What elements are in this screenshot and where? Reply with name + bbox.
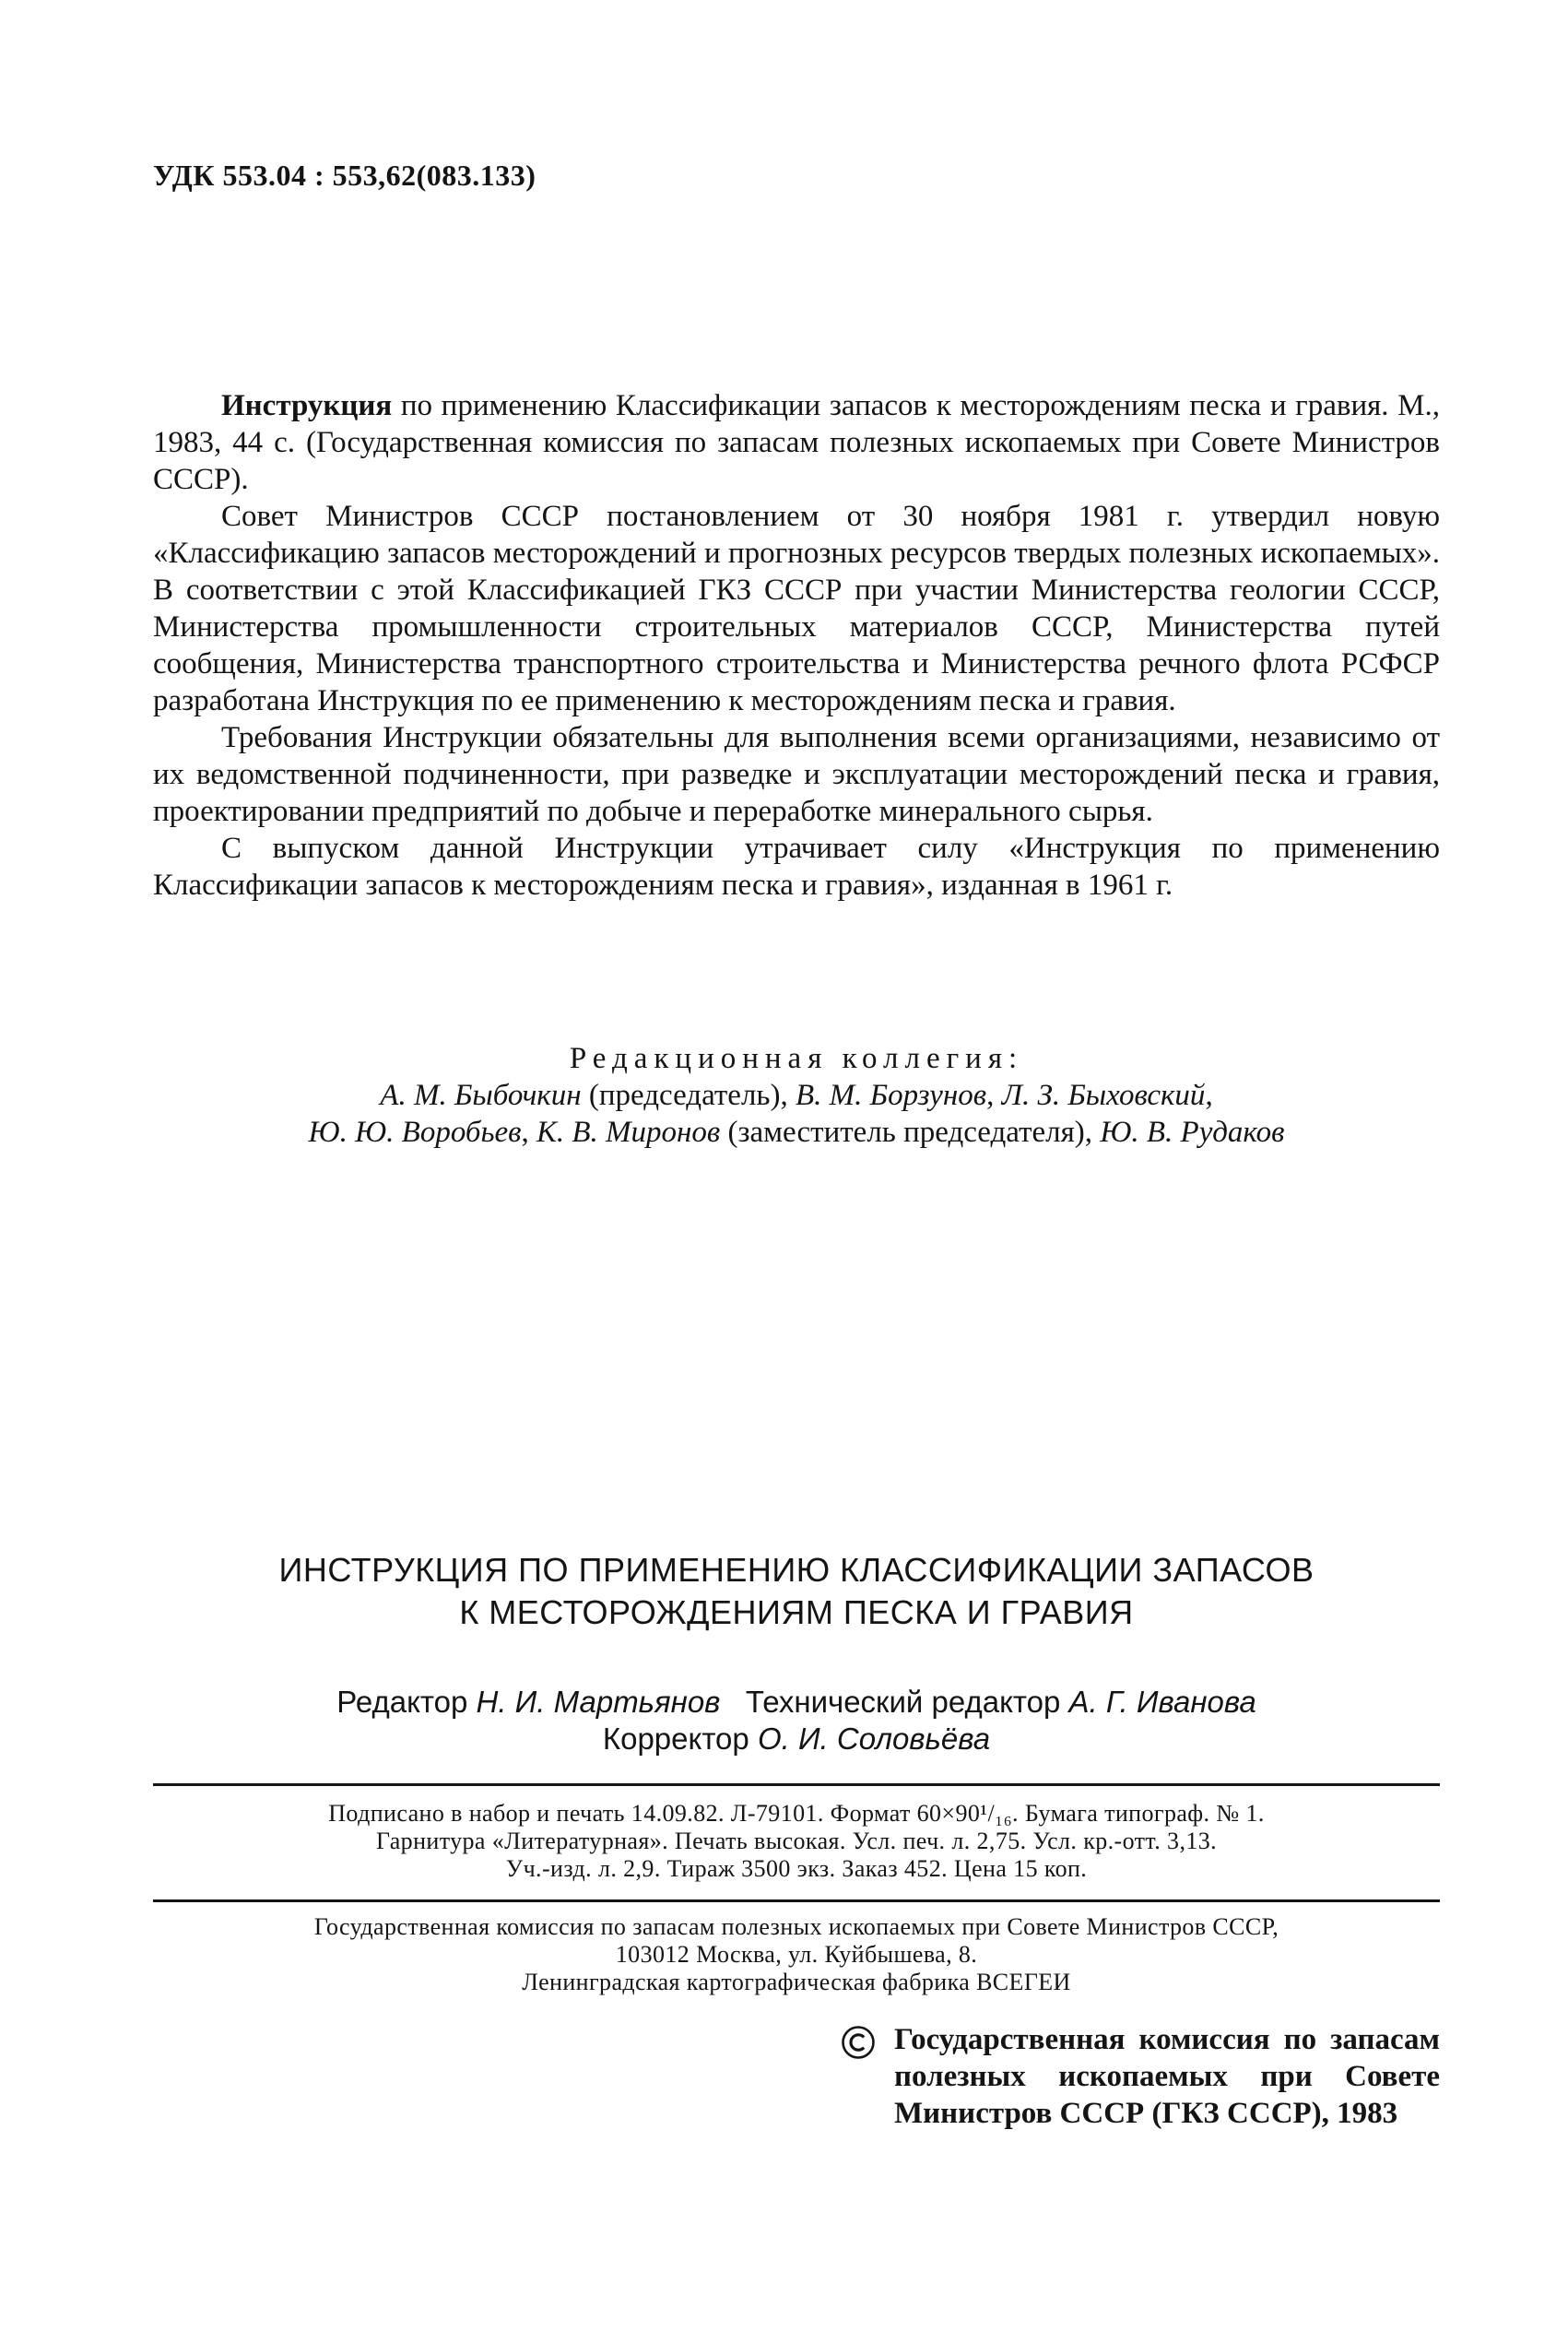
board-member-name: Ю. Ю. Воробьев bbox=[308, 1116, 522, 1149]
board-member-name: В. М. Борзунов bbox=[795, 1079, 987, 1112]
board-member-name: Л. З. Быховский bbox=[1001, 1079, 1206, 1112]
document-title bbox=[153, 1549, 1440, 1634]
publisher-info bbox=[153, 1913, 1440, 1996]
publisher-line-1: Государственная комиссия по запасам полезных ископаемых при Совете Министров СССР, bbox=[313, 1913, 1279, 1940]
document-title-line-2: К МЕСТОРОЖДЕНИЯМ ПЕСКА И ГРАВИЯ bbox=[459, 1593, 1134, 1631]
publisher-line-2: 103012 Москва, ул. Куйбышева, 8. bbox=[615, 1941, 978, 1968]
document-title-line-1: ИНСТРУКЦИЯ ПО ПРИМЕНЕНИЮ КЛАССИФИКАЦИИ ЗАПАСОВ bbox=[278, 1551, 1315, 1589]
editor-name: Н. И. Мартьянов bbox=[476, 1685, 721, 1719]
board-member-name: К. В. Миронов bbox=[536, 1116, 721, 1149]
editor-label: Редактор bbox=[336, 1685, 477, 1719]
divider-top bbox=[153, 1783, 1440, 1786]
abstract-paragraph-1 bbox=[153, 387, 1440, 498]
copyright-text: Государственная комиссия по запасам полезных ископаемых при Совете Министров СССР (ГКЗ СССР), 1983 bbox=[894, 2023, 1440, 2130]
corrector-name: О. И. Соловьёва bbox=[757, 1722, 991, 1756]
corrector-label: Корректор bbox=[602, 1722, 758, 1756]
board-member-role: (заместитель председателя), bbox=[720, 1116, 1101, 1149]
abstract-paragraph-3: Требования Инструкции обязательны для выполнения всеми организациями, независимо от их ведомственной подчиненности, при разведке и эксплуатации месторождений песка и гравия, проектировании предприятий по добыче и переработке минерального сырья. bbox=[153, 721, 1440, 828]
editorial-board bbox=[153, 1040, 1440, 1151]
abstract-paragraph-2: Совет Министров СССР постановлением от 30 ноября 1981 г. утвердил новую «Классификацию запасов месторождений и прогнозных ресурсов твердых полезных ископаемых». В соответствии с этой Классификацией ГКЗ СССР при участии Министерства геологии СССР, Министерства промышленности строительных материалов СССР, Министерства путей сообщения, Министерства транспортного строительства и Министерства речного флота РСФСР разработана Инструкция по ее применению к месторождениям песка и гравия. bbox=[153, 500, 1440, 717]
tech-editor-label: Технический редактор bbox=[720, 1685, 1069, 1719]
abstract-title: Инструкция bbox=[221, 389, 393, 422]
copyright-icon bbox=[841, 2025, 876, 2060]
editors-line-2 bbox=[153, 1721, 1440, 1757]
abstract-p1-text: по применению Классификации запасов к месторождениям песка и гравия. М., 1983, 44 с. (Государственная комиссия по запасам полезных ископаемых при Совете Министров СССР). bbox=[153, 389, 1440, 496]
divider-bottom bbox=[153, 1899, 1440, 1902]
imprint-line-3: Уч.-изд. л. 2,9. Тираж 3500 экз. Заказ 452. Цена 15 коп. bbox=[505, 1855, 1088, 1882]
imprint-line-1: Подписано в набор и печать 14.09.82. Л-79101. Формат 60×90¹/₁₆. Бумага типограф. № 1. bbox=[328, 1800, 1265, 1827]
board-separator: , bbox=[521, 1116, 536, 1149]
abstract-paragraph-4: С выпуском данной Инструкции утрачивает силу «Инструкция по применению Классификации запасов к месторождениям песка и гравия», изданная в 1961 г. bbox=[153, 832, 1440, 902]
imprint-line-2: Гарнитура «Литературная». Печать высокая. Усл. печ. л. 2,75. Усл. кр.-отт. 3,13. bbox=[375, 1828, 1218, 1854]
editorial-board-line-1 bbox=[153, 1077, 1440, 1114]
board-member-name: А. М. Быбочкин bbox=[380, 1079, 582, 1112]
editors-line-1 bbox=[153, 1684, 1440, 1721]
editorial-board-line-2 bbox=[153, 1114, 1440, 1151]
editorial-board-heading: Редакционная коллегия: bbox=[569, 1042, 1024, 1075]
editors-block bbox=[153, 1684, 1440, 1757]
udk-code: УДК 553.04 : 553,62(083.133) bbox=[153, 159, 536, 192]
board-separator: , bbox=[1205, 1079, 1213, 1112]
board-separator: , bbox=[986, 1079, 1002, 1112]
board-member-name: Ю. В. Рудаков bbox=[1100, 1116, 1285, 1149]
board-member-role: (председатель), bbox=[581, 1079, 796, 1112]
imprint bbox=[153, 1800, 1440, 1883]
tech-editor-name: А. Г. Иванова bbox=[1068, 1685, 1256, 1719]
publisher-line-3: Ленинградская картографическая фабрика ВСЕГЕИ bbox=[522, 1969, 1071, 1995]
abstract bbox=[153, 387, 1440, 904]
